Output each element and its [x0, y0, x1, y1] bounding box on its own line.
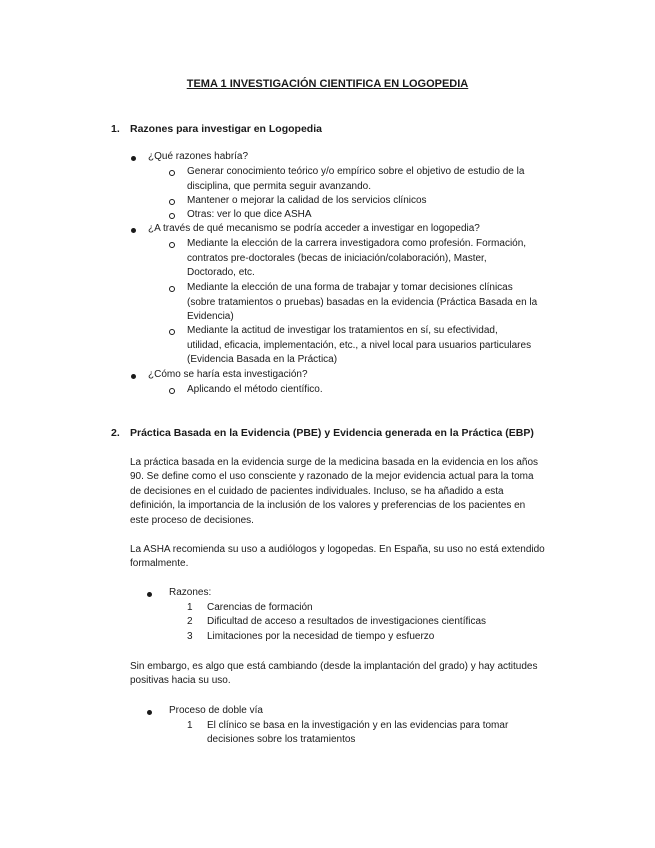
page-title: TEMA 1 INVESTIGACIÓN CIENTIFICA EN LOGOPEDIA	[186, 78, 469, 90]
bullet-icon	[131, 156, 136, 161]
bullet-icon	[147, 592, 152, 597]
paragraph-line: La práctica basada en la evidencia surge de la medicina basada en la evidencia en los años	[130, 457, 539, 468]
section-1-heading: Razones para investigar en Logopedia	[130, 123, 322, 135]
paragraph-line: formalmente.	[130, 558, 189, 569]
sub-list-item: Generar conocimiento teórico y/o empírico sobre el objetivo de estudio de la	[187, 166, 525, 177]
circle-bullet-icon	[169, 329, 175, 335]
sub-list-item: Mediante la actitud de investigar los tratamientos en sí, su efectividad,	[187, 325, 498, 336]
list-number: 1	[187, 602, 193, 613]
sub-list-item-cont: disciplina, que permita seguir avanzando.	[187, 181, 371, 192]
sub-list-item-cont: Evidencia)	[187, 311, 234, 322]
sub-list-item: Mantener o mejorar la calidad de los servicios clínicos	[187, 195, 427, 206]
list-item: ¿A través de qué mecanismo se podría acceder a investigar en logopedia?	[148, 223, 480, 234]
sub-list-item: Otras: ver lo que dice ASHA	[187, 209, 312, 220]
bullet-icon	[147, 710, 152, 715]
list-number: 2	[187, 616, 193, 627]
paragraph-line: definición, la importancia de la inclusión de los valores y preferencias de los pacientes en	[130, 500, 526, 511]
sub-list-item: Aplicando el método científico.	[187, 384, 323, 395]
list-item: ¿Qué razones habría?	[148, 151, 249, 162]
sub-list-item-cont: Doctorado, etc.	[187, 267, 255, 278]
bullet-icon	[131, 228, 136, 233]
paragraph-line: Sin embargo, es algo que está cambiando (desde la implantación del grado) y hay actitudes	[130, 661, 538, 672]
circle-bullet-icon	[169, 286, 175, 292]
list-item: Proceso de doble vía	[169, 705, 263, 716]
circle-bullet-icon	[169, 199, 175, 205]
circle-bullet-icon	[169, 170, 175, 176]
list-number: 3	[187, 631, 193, 642]
sub-list-item-cont: contratos pre-doctorales (becas de iniciación/colaboración), Master,	[187, 253, 487, 264]
numbered-item: Dificultad de acceso a resultados de investigaciones científicas	[207, 616, 487, 627]
list-number: 1	[187, 720, 193, 731]
section-2-heading: Práctica Basada en la Evidencia (PBE) y Evidencia generada en la Práctica (EBP)	[130, 427, 534, 439]
numbered-item-cont: decisiones sobre los tratamientos	[207, 734, 356, 745]
section-1-number: 1.	[111, 123, 120, 135]
list-item: ¿Cómo se haría esta investigación?	[148, 369, 308, 380]
sub-list-item-cont: (sobre tratamientos o pruebas) basadas en la evidencia (Práctica Basada en la	[187, 297, 538, 308]
sub-list-item-cont: utilidad, eficacia, implementación, etc., a nivel local para usuarios particulares	[187, 340, 532, 351]
section-2-number: 2.	[111, 427, 120, 439]
numbered-item: Limitaciones por la necesidad de tiempo y esfuerzo	[207, 631, 435, 642]
circle-bullet-icon	[169, 213, 175, 219]
circle-bullet-icon	[169, 242, 175, 248]
paragraph-line: La ASHA recomienda su uso a audiólogos y logopedas. En España, su uso no está extendido	[130, 544, 545, 555]
numbered-item: Carencias de formación	[207, 602, 313, 613]
list-item: Razones:	[169, 587, 212, 598]
paragraph-line: 90. Se define como el uso consciente y razonado de la mejor evidencia actual para la toma	[130, 471, 534, 482]
sub-list-item-cont: (Evidencia Basada en la Práctica)	[187, 354, 338, 365]
paragraph-line: de decisiones en el cuidado de pacientes individuales. Incluso, se ha añadido a esta	[130, 486, 504, 497]
paragraph-line: positivas hacia su uso.	[130, 675, 231, 686]
bullet-icon	[131, 374, 136, 379]
sub-list-item: Mediante la elección de la carrera investigadora como profesión. Formación,	[187, 238, 527, 249]
numbered-item: El clínico se basa en la investigación y en las evidencias para tomar	[207, 720, 509, 731]
circle-bullet-icon	[169, 388, 175, 394]
sub-list-item: Mediante la elección de una forma de trabajar y tomar decisiones clínicas	[187, 282, 513, 293]
paragraph-line: este proceso de decisiones.	[130, 515, 254, 526]
